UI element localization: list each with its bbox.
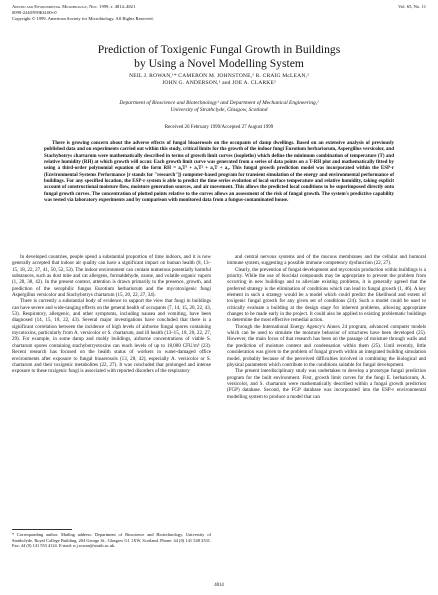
author-list [40,73,398,88]
affiliations [50,100,388,114]
footnote-divider [12,529,72,530]
authors-line-1: NEIL J. ROWAN,¹* CAMERON M. JOHNSTONE,² R. CRAIG McLEAN,² [129,73,309,79]
body-paragraph: In developed countries, people spend a substantial proportion of time indoors, and it is now generally accepted that indoor air quality can have a significant impact on human health (8, 13–15, 18, 22, 27, 41, 50, 52, 53). The indoor environment can contain numerous potentially harmful substances, such as dust mite and cat allergens, formaldehyde, ozone, and volatile organic vapors (1, 28, 38, 42). In the present context, attention is drawn primarily to the presence, growth, and prediction of the xerophilic fungus Eurotium herbariorum and the mycotoxigenic fungi Aspergillus versicolor and Stachybotrys chartarum (15, 20, 22, 27, 34). [12,254,211,299]
title-line-1: Prediction of Toxigenic Fungal Growth in Buildings [97,43,341,56]
left-column [12,254,211,375]
running-header [12,4,426,21]
body-paragraph: The present interdisciplinary study was undertaken to develop a prototype fungal prediction program for the built environment. First, growth limit curves for the fungi E. herbariorum, A. versicolor, and S. chartarum were mathematically described within a fungal growth prediction (FGP) database. Second, the FGP database was incorporated into the ESP-r environmental modelling system to produce a model that can [227,368,426,400]
journal-citation: Applied and Environmental Microbiology, Nov. 1999, p. 4814–4821 [12,4,136,9]
page-number: 4814 [214,583,224,588]
abstract: There is growing concern about the adverse effects of fungal bioaerosols on the occupants of damp dwellings. Based on an extensive analysis of previously published data and on experiments carried out within this study, critical limits for the growth of the indoor fungi Eurotium herbariorum, Aspergillus versicolor, and Stachybotrys chartarum were mathematically described in terms of growth limit curves (isopleths) which define the minimum combination of temperature (T) and relative humidity (RH) at which growth will occur. Each growth limit curve was generated from a series of data points on a T-RH plot and mathematically fitted by using a third-order polynomial equation of the form RH = a₀T³ + a₁T² + a₂T + a₃. This fungal growth prediction model was incorporated within the ESP-r (Environmental Systems Performance [r stands for "research"]) computer-based program for transient simulation of the energy and environmental performance of buildings. For any specified location, the ESP-r system is able to predict the time series evolution of local surface temperature and relative humidity, taking explicit account of constructional moisture flow, moisture generation sources, and air movement. This allows the predicted local conditions to be superimposed directly onto fungal growth curves. The concentration of plotted points relative to the curves allows an assessment of the risk of fungal growth. The system's predictive capability was tested via laboratory experiments and by comparison with monitored data from a fungus-contaminated house. [44,141,394,204]
title-line-2: by Using a Novel Modelling System [134,56,304,70]
authors-line-2: JOHN G. ANDERSON,¹ and JOE A. CLARKE² [162,80,276,87]
affiliation-line-1: Department of Bioscience and Biotechnology¹ and Department of Mechanical Engineering,² [119,100,319,106]
article-title [20,43,418,70]
affiliation-line-2: University of Strathclyde, Glasgow, Scotland [170,107,268,113]
body-paragraph: There is currently a substantial body of evidence to support the view that fungi in buildings can have severe and wide-ranging effects on the general health of occupants (7, 14, 15, 20, 22, 43, 53). Respiratory, allergenic, and other symptoms, including nausea and vomiting, have been diagnosed (14, 15, 18, 22, 43). Several major investigations have concluded that there is a significant correlation between the incidence of high levels of airborne fungal spores containing mycotoxins, particularly from A. versicolor or S. chartarum, and ill health (13–15, 18, 20, 22, 27, 29). For example, in some damp and moldy buildings, airborne concentrations of viable S. chartarum spores containing stachybotryotoxins can reach levels of up to 18,000 CFU/m³ (23). Recent research has focused on the health status of workers in water-damaged office environments after exposure to fungal bioaerosols (13, 28, 42), especially A. versicolor or S. chartarum and their toxigenic metabolites (22, 27). It was concluded that prolonged and intense exposure to these toxigenic fungi is associated with reported disorders of the respiratory [12,298,211,375]
copyright-line: Copyright © 1999, American Society for Microbiology. All Rights Reserved. [12,15,154,21]
body-paragraph: Through the International Energy Agency's Annex 24 program, advanced computer models which can be used to simulate the moisture behavior of structures have been developed (25). However, the main focus of that research has been on the passage of moisture through walls and the prediction of moisture content and condensation within them (25). Until recently, little consideration was given to the problem of fungal growth within an integrated building simulation model, probably because of the perceived difficulties involved in combining the biological and physical parameters which contribute to the conditions suitable for fungal development. [227,323,426,368]
volume-number: Vol. 65, No. 11 [398,4,426,9]
body-paragraph: and central nervous systems and of the mucous membranes and the cellular and humoral immune system, suggesting a possible immune competency dysfunction (22, 27). [227,254,426,267]
issn-line: 0099-2240/99/$04.00+0 [12,9,57,15]
body-paragraph: Clearly, the prevention of fungal development and mycotoxin production within buildings is a priority. While the use of biocidal compounds may be appropriate to prevent the problem from occurring in new buildings and to alleviate existing problems, it is generally agreed that the preferred strategy is the elimination of conditions which can lead to fungal growth (1, 46). A key element in such a strategy would be a model which could predict the likelihood and extent of toxigenic fungal growth for any given set of conditions (24). Such a model could be used to critically evaluate a building at the design stage for inherent problems, allowing appropriate changes to be made early in the project. It could also be applied to existing problematic buildings to determine the most effective remedial action. [227,266,426,324]
corresponding-author-footnote: * Corresponding author. Mailing address: Department of Bioscience and Biotechnology, University of Strathclyde, Royal College Building, 204 George St., Glasgow G1 1XW, Scotland. Phone: 44 (0) 141 548 2531. Fax: 44 (0) 141 553 4124. E-mail: n.j.rowan@strath.ac.uk. [12,532,211,549]
received-dates: Received 26 February 1999/Accepted 27 August 1999 [164,125,274,130]
right-column [227,254,426,400]
